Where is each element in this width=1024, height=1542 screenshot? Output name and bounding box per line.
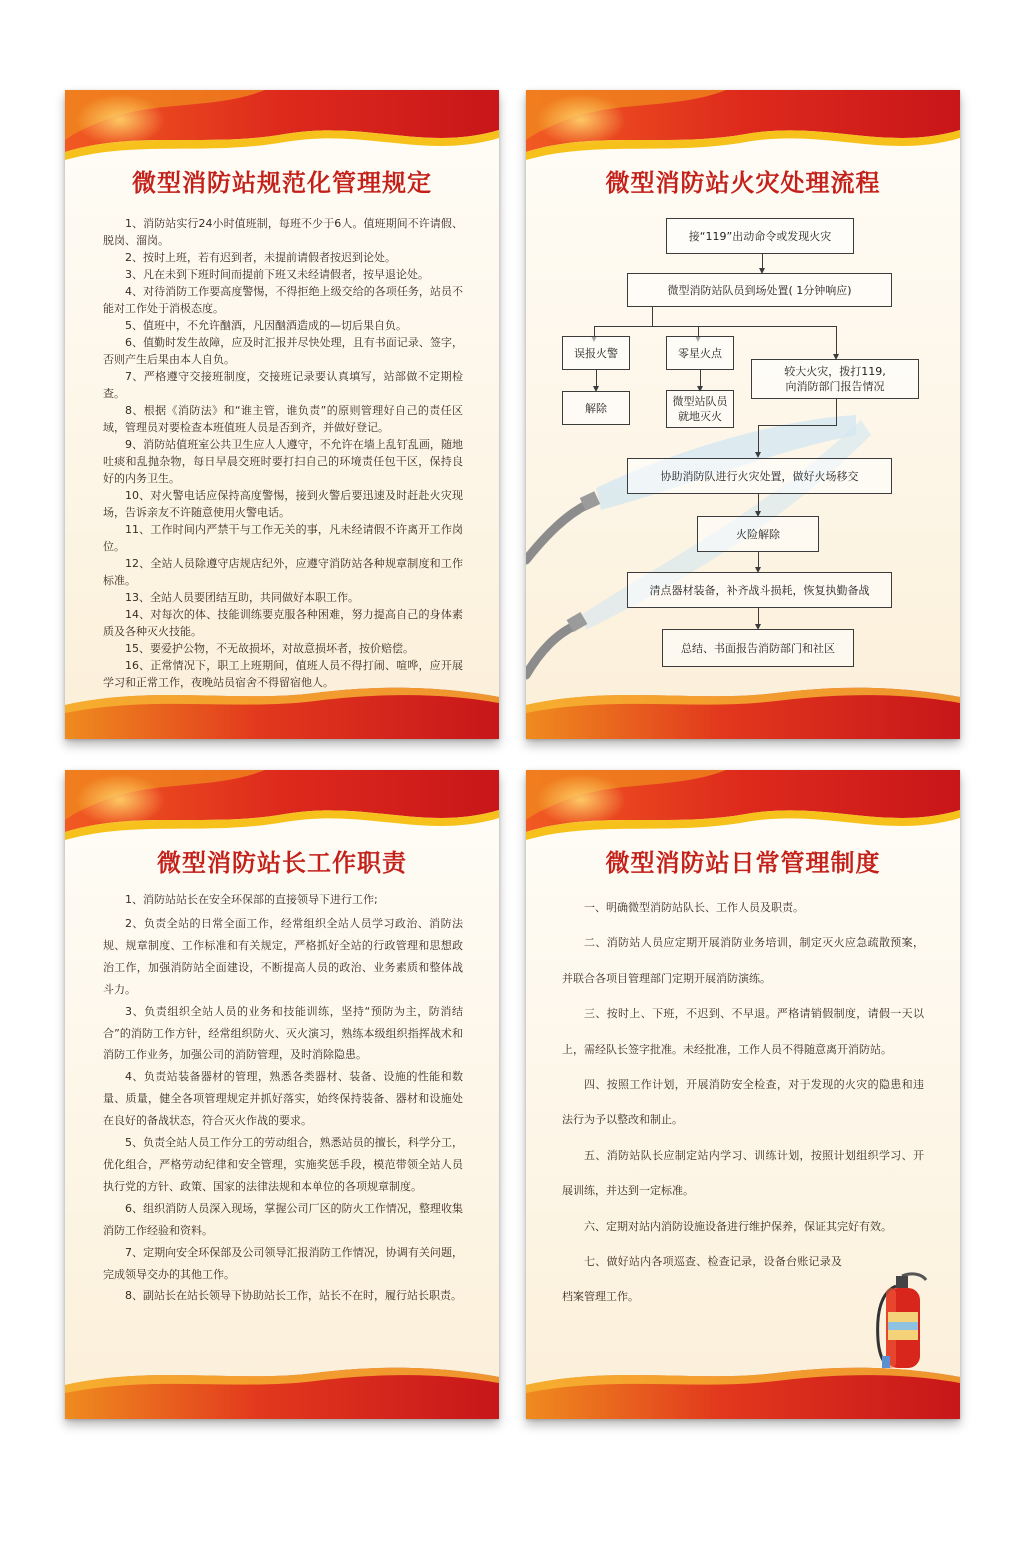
poster-chief-duties xyxy=(65,770,499,1419)
list-item: 2、按时上班，若有迟到者，未提前请假者按迟到论处。 xyxy=(125,251,396,264)
flow-step-assist: 协助消防队进行火灾处置，做好火场移交 xyxy=(627,458,892,494)
flow-step-self-extinguish xyxy=(666,390,734,428)
list-item: 一、明确微型消防站队长、工作人员及职责。 xyxy=(584,901,804,914)
list-item: 3、负责组织全站人员的业务和技能训练，坚持“预防为主，防消结合”的消防工作方针，经常组织防火、灭火演习，熟练本级组织指挥战术和消防工作业务，加强公司的消防管理，及时消除隐患。 xyxy=(103,1004,463,1062)
ribbon-bottom-decoration xyxy=(65,1361,499,1419)
flow-step-start: 接“119”出动命令或发现火灾 xyxy=(666,218,854,254)
page-title: 微型消防站火灾处理流程 xyxy=(605,169,881,197)
regulations-list xyxy=(103,215,463,691)
flow-step-dismiss: 解除 xyxy=(562,391,630,425)
flow-step-big-fire-line1: 较大火灾，拨打119, xyxy=(784,365,886,378)
page-title: 微型消防站长工作职责 xyxy=(157,849,407,877)
list-item: 四、按照工作计划，开展消防安全检查，对于发现的火灾的隐患和违法行为予以整改和制止。 xyxy=(562,1078,924,1127)
list-item: 5、负责全站人员工作分工的劳动组合，熟悉站员的擅长，科学分工，优化组合，严格劳动纪律和安全管理，实施奖惩手段，模范带领全站人员执行党的方针、政策、国家的法律法规和本单位的各项规章制度。 xyxy=(103,1136,463,1193)
page-title: 微型消防站日常管理制度 xyxy=(605,849,881,877)
flowchart xyxy=(526,90,960,739)
list-item: 13、全站人员要团结互助，共同做好本职工作。 xyxy=(125,591,359,604)
list-item: 16、正常情况下，职工上班期间，值班人员不得打闹、喧哗，应开展学习和正常工作，夜晚站员宿舍不得留宿他人。 xyxy=(103,659,463,689)
list-item: 8、副站长在站长领导下协助站长工作，站长不在时，履行站长职责。 xyxy=(125,1289,462,1303)
list-item: 二、消防站人员应定期开展消防业务培训，制定灭火应急疏散预案，并联合各项目管理部门定期开展消防演练。 xyxy=(562,936,924,985)
ribbon-top-decoration xyxy=(526,770,960,850)
flow-step-inventory: 清点器材装备，补齐战斗损耗，恢复执勤备战 xyxy=(627,572,892,608)
ribbon-top-decoration xyxy=(65,90,499,170)
flow-step-report: 总结、书面报告消防部门和社区 xyxy=(662,629,854,667)
list-item: 6、组织消防人员深入现场，掌握公司厂区的防火工作情况，整理收集消防工作经验和资料。 xyxy=(103,1201,463,1237)
list-item: 4、负责站装备器材的管理，熟悉各类器材、装备、设施的性能和数量、质量，健全各项管理规定并抓好落实，始终保持装备、器材和设施处在良好的备战状态，符合灭火作战的要求。 xyxy=(103,1070,463,1128)
list-item: 7、定期向安全环保部及公司领导汇报消防工作情况，协调有关问题，完成领导交办的其他工作。 xyxy=(103,1245,463,1281)
flow-step-big-fire xyxy=(751,359,919,399)
ribbon-top-decoration xyxy=(65,770,499,850)
list-item: 12、全站人员除遵守店规店纪外，应遵守消防站各种规章制度和工作标准。 xyxy=(103,557,463,587)
poster-daily-management xyxy=(526,770,960,1419)
management-list xyxy=(562,890,924,1315)
ribbon-bottom-decoration xyxy=(526,1361,960,1419)
list-item: 七、做好站内各项巡查、检查记录，设备台账记录及档案管理工作。 xyxy=(562,1255,842,1304)
list-item: 10、对火警电话应保持高度警惕，接到火警后要迅速及时赶赴火灾现场，告诉亲友不许随意使用火警电话。 xyxy=(103,489,463,519)
flow-step-small-fire: 零星火点 xyxy=(666,336,734,370)
poster-regulations xyxy=(65,90,499,739)
list-item: 9、消防站值班室公共卫生应人人遵守，不允许在墙上乱钉乱画，随地吐痰和乱抛杂物，每日早晨交班时要打扫自己的环境责任包干区，保持良好的内务卫生。 xyxy=(103,438,463,485)
list-item: 1、消防站实行24小时值班制，每班不少于6人。值班期间不许请假、脱岗、溜岗。 xyxy=(103,217,463,247)
poster-fire-process xyxy=(526,90,960,739)
list-item: 15、要爱护公物，不无故损坏，对故意损坏者，按价赔偿。 xyxy=(125,642,414,655)
list-item: 三、按时上、下班，不迟到、不早退。严格请销假制度，请假一天以上，需经队长签字批准。未经批准，工作人员不得随意离开消防站。 xyxy=(562,1007,924,1056)
list-item: 1、消防站站长在安全环保部的直接领导下进行工作; xyxy=(125,893,378,906)
flow-step-arrive: 微型消防站队员到场处置( 1分钟响应) xyxy=(627,273,892,307)
list-item: 6、值勤时发生故障，应及时汇报并尽快处理，且有书面记录、签字，否则产生后果由本人自负。 xyxy=(103,336,463,366)
list-item: 2、负责全站的日常全面工作，经常组织全站人员学习政治、消防法规、规章制度、工作标准和有关规定，严格抓好全站的行政管理和思想政治工作，加强消防站全面建设，不断提高人员的政治、业务素质和整体战斗力。 xyxy=(103,917,463,996)
flow-step-self-extinguish-line1: 微型站队员 xyxy=(672,395,728,408)
duties-list xyxy=(103,890,463,1307)
list-item: 11、工作时间内严禁干与工作无关的事，凡未经请假不许离开工作岗位。 xyxy=(103,523,463,553)
list-item: 5、值班中，不允许酗酒，凡因酗酒造成的—切后果自负。 xyxy=(125,319,407,332)
flow-step-big-fire-line2: 向消防部门报告情况 xyxy=(785,380,885,393)
list-item: 14、对每次的体、技能训练要克服各种困难，努力提高自己的身体素质及各种灭火技能。 xyxy=(103,608,463,638)
flow-step-self-extinguish-line2: 就地灭火 xyxy=(678,410,722,423)
fire-extinguisher-icon xyxy=(872,1270,932,1375)
list-item: 8、根据《消防法》和“谁主管，谁负责”的原则管理好自己的责任区域，管理员对要检查本班值班人员是否到齐，并做好登记。 xyxy=(103,404,463,434)
flow-step-danger-cleared: 火险解除 xyxy=(697,516,819,552)
list-item: 六、定期对站内消防设施设备进行维护保养，保证其完好有效。 xyxy=(584,1219,892,1233)
page-title: 微型消防站规范化管理规定 xyxy=(132,169,432,197)
ribbon-bottom-decoration xyxy=(65,681,499,739)
list-item: 7、严格遵守交接班制度，交接班记录要认真填写，站部做不定期检查。 xyxy=(103,370,463,400)
list-item: 4、对待消防工作要高度警惕，不得拒绝上级交给的各项任务，站员不能对工作处于消极态度。 xyxy=(103,285,463,315)
flow-step-false-alarm: 误报火警 xyxy=(562,336,630,370)
list-item: 五、消防站队长应制定站内学习、训练计划，按照计划组织学习、开展训练，并达到一定标准。 xyxy=(562,1148,924,1198)
list-item: 3、凡在未到下班时间而提前下班又未经请假者，按早退论处。 xyxy=(125,268,429,281)
ribbon-bottom-decoration xyxy=(526,681,960,739)
